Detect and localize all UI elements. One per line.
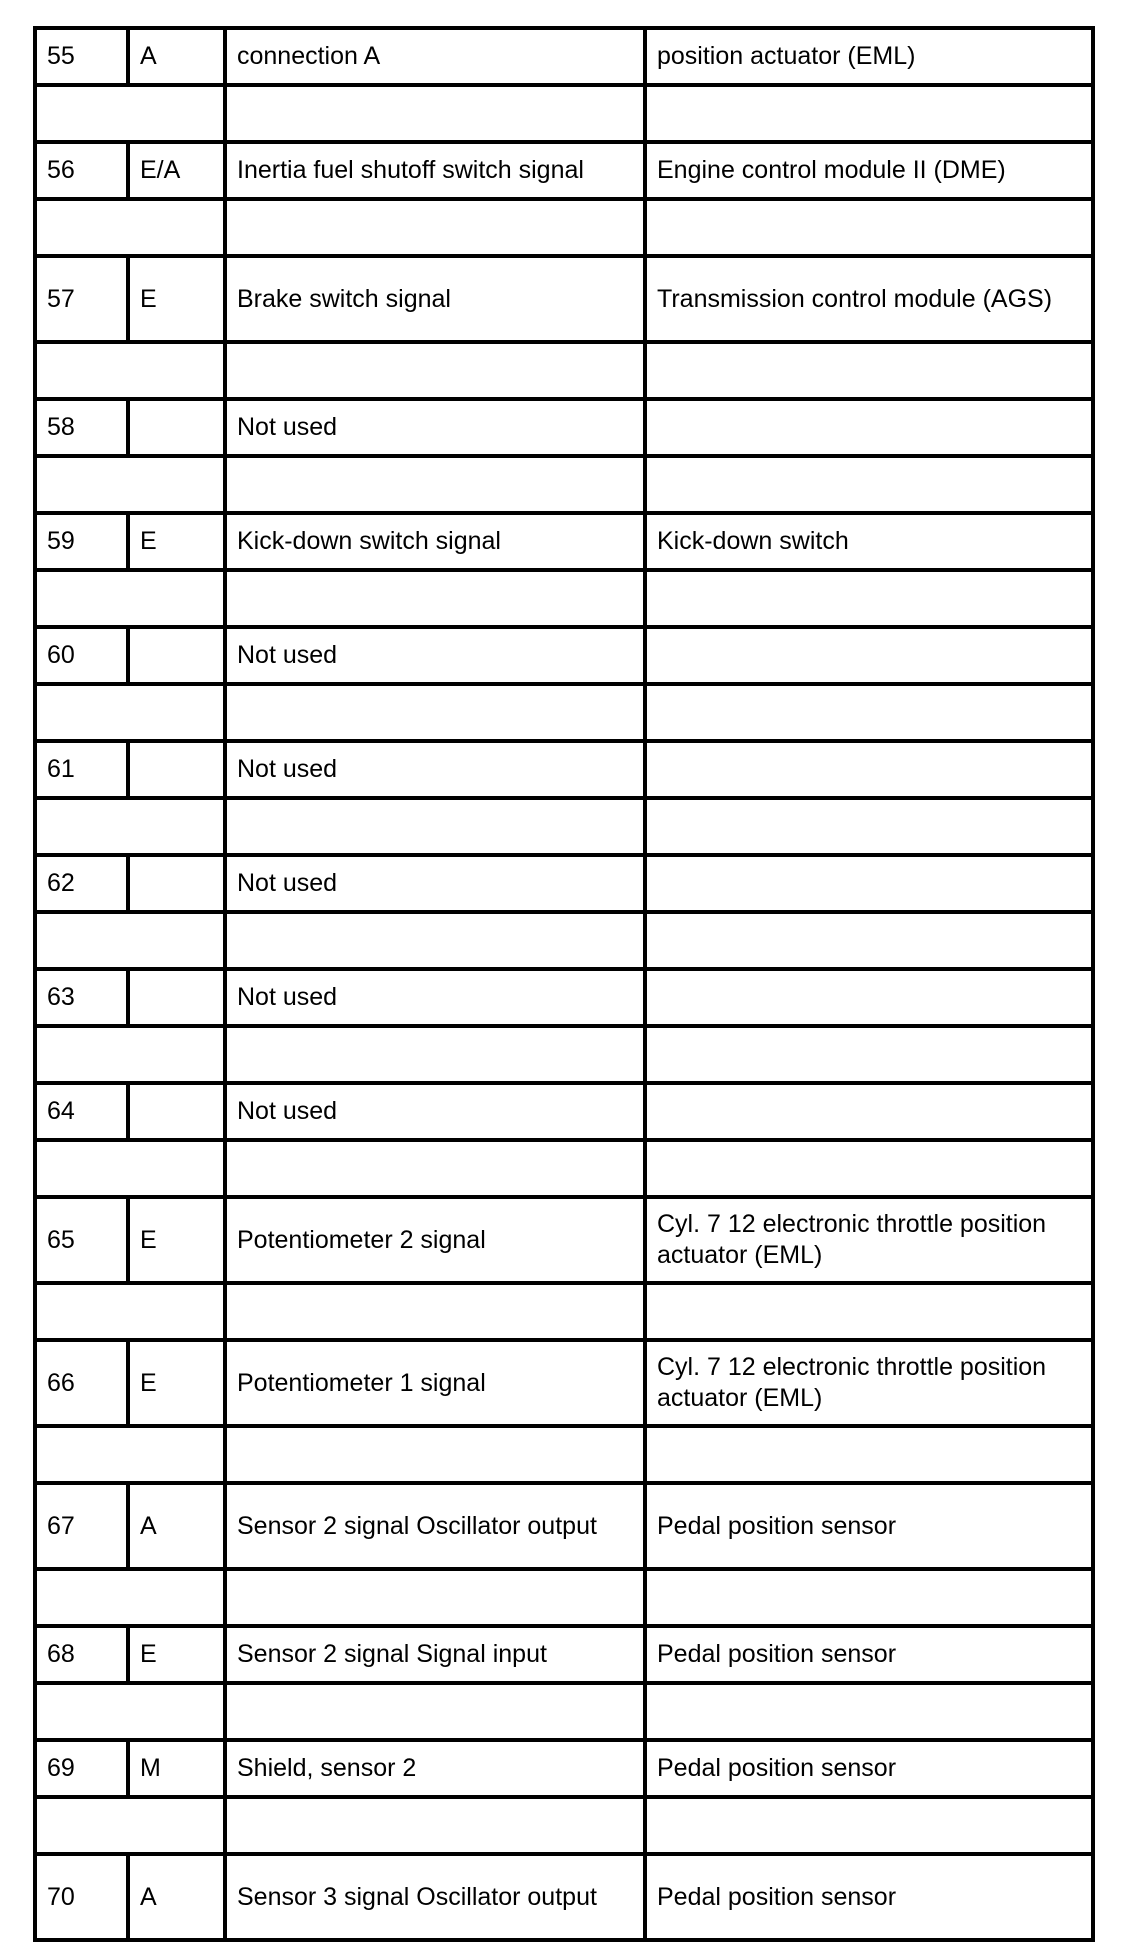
component-cell: Kick-down switch — [645, 513, 1093, 570]
component-cell: Engine control module II (DME) — [645, 142, 1093, 199]
spacer-cell — [225, 570, 645, 627]
spacer-cell — [225, 1426, 645, 1483]
table-row — [35, 1854, 1093, 1940]
table-row — [35, 399, 1093, 456]
spacer-row — [35, 1026, 1093, 1083]
spacer-cell — [35, 1426, 225, 1483]
spacer-cell — [35, 570, 225, 627]
table-row — [35, 1740, 1093, 1797]
component-cell — [645, 1083, 1093, 1140]
spacer-row — [35, 1797, 1093, 1854]
table-row — [35, 1083, 1093, 1140]
spacer-row — [35, 684, 1093, 741]
signal-type-cell — [128, 855, 225, 912]
function-cell: Inertia fuel shutoff switch signal — [225, 142, 645, 199]
spacer-row — [35, 456, 1093, 513]
spacer-cell — [35, 456, 225, 513]
spacer-cell — [35, 85, 225, 142]
spacer-cell — [35, 342, 225, 399]
table-row — [35, 855, 1093, 912]
table-row — [35, 1483, 1093, 1569]
pin-number-cell: 55 — [35, 28, 128, 85]
spacer-row — [35, 1569, 1093, 1626]
function-cell: Not used — [225, 855, 645, 912]
spacer-cell — [35, 1026, 225, 1083]
pin-number-cell: 56 — [35, 142, 128, 199]
spacer-cell — [225, 342, 645, 399]
spacer-cell — [645, 684, 1093, 741]
spacer-cell — [645, 1797, 1093, 1854]
table-row — [35, 1340, 1093, 1426]
spacer-row — [35, 342, 1093, 399]
spacer-cell — [225, 85, 645, 142]
function-cell: Sensor 2 signal Oscillator output — [225, 1483, 645, 1569]
spacer-cell — [225, 199, 645, 256]
component-cell: Pedal position sensor — [645, 1854, 1093, 1940]
function-cell: Sensor 3 signal Oscillator output — [225, 1854, 645, 1940]
signal-type-cell: A — [128, 1483, 225, 1569]
component-cell: Transmission control module (AGS) — [645, 256, 1093, 342]
signal-type-cell: E/A — [128, 142, 225, 199]
spacer-cell — [225, 1283, 645, 1340]
function-cell: Not used — [225, 1083, 645, 1140]
pin-number-cell: 68 — [35, 1626, 128, 1683]
function-cell: Not used — [225, 741, 645, 798]
table-row — [35, 1197, 1093, 1283]
function-cell: Brake switch signal — [225, 256, 645, 342]
spacer-cell — [645, 1026, 1093, 1083]
component-cell: Pedal position sensor — [645, 1483, 1093, 1569]
pin-number-cell: 59 — [35, 513, 128, 570]
spacer-cell — [645, 798, 1093, 855]
spacer-cell — [35, 684, 225, 741]
spacer-row — [35, 912, 1093, 969]
component-cell: position actuator (EML) — [645, 28, 1093, 85]
pin-number-cell: 64 — [35, 1083, 128, 1140]
component-cell — [645, 627, 1093, 684]
spacer-row — [35, 1683, 1093, 1740]
pin-number-cell: 65 — [35, 1197, 128, 1283]
spacer-row — [35, 798, 1093, 855]
spacer-cell — [645, 1426, 1093, 1483]
spacer-cell — [645, 912, 1093, 969]
spacer-cell — [645, 1569, 1093, 1626]
function-cell: Shield, sensor 2 — [225, 1740, 645, 1797]
spacer-cell — [645, 342, 1093, 399]
component-cell — [645, 399, 1093, 456]
spacer-cell — [225, 1569, 645, 1626]
spacer-cell — [645, 1683, 1093, 1740]
pin-number-cell: 66 — [35, 1340, 128, 1426]
spacer-cell — [35, 199, 225, 256]
spacer-cell — [35, 1569, 225, 1626]
table-row — [35, 142, 1093, 199]
function-cell: Not used — [225, 969, 645, 1026]
spacer-cell — [225, 798, 645, 855]
component-cell — [645, 741, 1093, 798]
pin-number-cell: 63 — [35, 969, 128, 1026]
component-cell — [645, 969, 1093, 1026]
pin-number-cell: 70 — [35, 1854, 128, 1940]
table-row — [35, 1626, 1093, 1683]
table-row — [35, 741, 1093, 798]
signal-type-cell: E — [128, 1340, 225, 1426]
spacer-cell — [225, 456, 645, 513]
spacer-row — [35, 199, 1093, 256]
spacer-cell — [225, 684, 645, 741]
function-cell: Sensor 2 signal Signal input — [225, 1626, 645, 1683]
pin-number-cell: 67 — [35, 1483, 128, 1569]
spacer-cell — [35, 1283, 225, 1340]
spacer-row — [35, 570, 1093, 627]
spacer-row — [35, 1426, 1093, 1483]
pin-number-cell: 69 — [35, 1740, 128, 1797]
table-row — [35, 256, 1093, 342]
pin-number-cell: 61 — [35, 741, 128, 798]
signal-type-cell: E — [128, 1197, 225, 1283]
signal-type-cell — [128, 969, 225, 1026]
spacer-cell — [645, 85, 1093, 142]
table-body — [35, 28, 1093, 1940]
signal-type-cell — [128, 1083, 225, 1140]
pin-assignment-table — [33, 26, 1095, 1942]
signal-type-cell — [128, 627, 225, 684]
function-cell: Potentiometer 2 signal — [225, 1197, 645, 1283]
component-cell: Pedal position sensor — [645, 1626, 1093, 1683]
spacer-cell — [645, 1283, 1093, 1340]
signal-type-cell — [128, 399, 225, 456]
component-cell: Pedal position sensor — [645, 1740, 1093, 1797]
spacer-cell — [645, 570, 1093, 627]
table-row — [35, 969, 1093, 1026]
function-cell: connection A — [225, 28, 645, 85]
signal-type-cell — [128, 741, 225, 798]
signal-type-cell: A — [128, 28, 225, 85]
spacer-cell — [225, 1683, 645, 1740]
signal-type-cell: A — [128, 1854, 225, 1940]
component-cell — [645, 855, 1093, 912]
table-row — [35, 627, 1093, 684]
spacer-cell — [35, 912, 225, 969]
spacer-cell — [35, 798, 225, 855]
function-cell: Kick-down switch signal — [225, 513, 645, 570]
function-cell: Not used — [225, 399, 645, 456]
table-row — [35, 28, 1093, 85]
table-row — [35, 513, 1093, 570]
spacer-cell — [645, 1140, 1093, 1197]
spacer-cell — [225, 912, 645, 969]
function-cell: Potentiometer 1 signal — [225, 1340, 645, 1426]
component-cell: Cyl. 7 12 electronic throttle position actuator (EML) — [645, 1340, 1093, 1426]
signal-type-cell: M — [128, 1740, 225, 1797]
spacer-row — [35, 1283, 1093, 1340]
spacer-row — [35, 1140, 1093, 1197]
pin-number-cell: 62 — [35, 855, 128, 912]
signal-type-cell: E — [128, 256, 225, 342]
spacer-cell — [225, 1026, 645, 1083]
pin-number-cell: 58 — [35, 399, 128, 456]
spacer-cell — [35, 1797, 225, 1854]
spacer-cell — [225, 1140, 645, 1197]
pin-number-cell: 57 — [35, 256, 128, 342]
signal-type-cell: E — [128, 1626, 225, 1683]
spacer-cell — [645, 199, 1093, 256]
spacer-cell — [35, 1140, 225, 1197]
pin-number-cell: 60 — [35, 627, 128, 684]
spacer-row — [35, 85, 1093, 142]
spacer-cell — [225, 1797, 645, 1854]
component-cell: Cyl. 7 12 electronic throttle position actuator (EML) — [645, 1197, 1093, 1283]
function-cell: Not used — [225, 627, 645, 684]
signal-type-cell: E — [128, 513, 225, 570]
spacer-cell — [35, 1683, 225, 1740]
spacer-cell — [645, 456, 1093, 513]
